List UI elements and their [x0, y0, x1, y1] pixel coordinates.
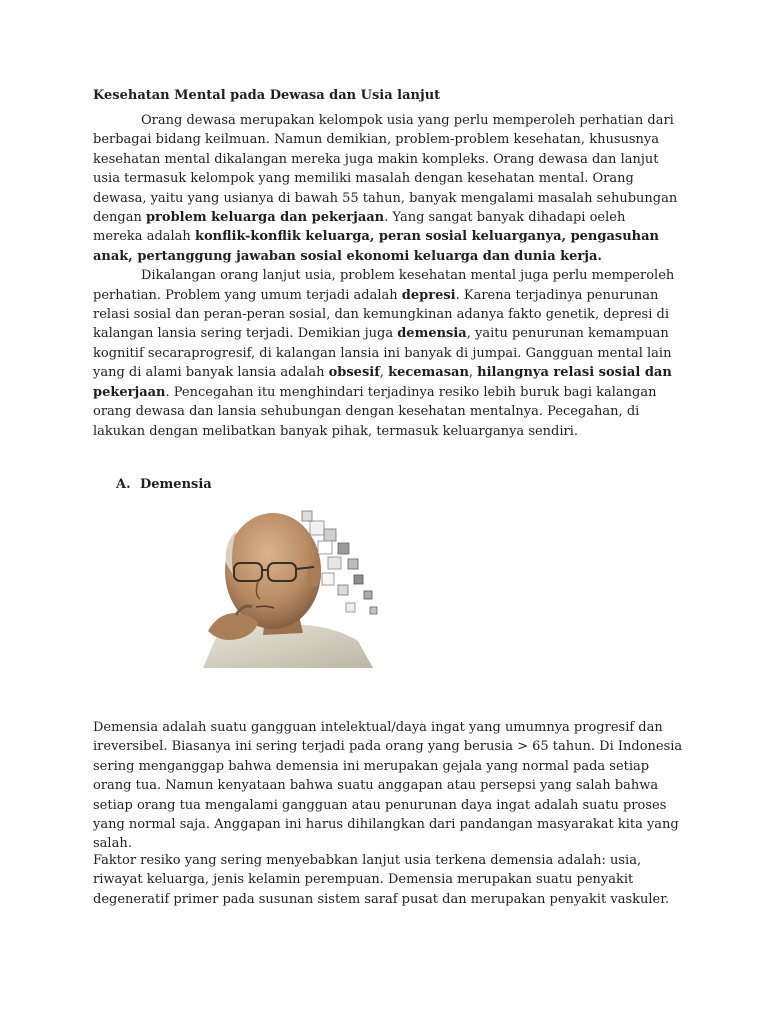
document-body: [93, 86, 678, 441]
bold-phrase: problem keluarga dan pekerjaan: [145, 210, 385, 226]
bold-phrase: hilangnya relasi sosial dan pekerjaan: [93, 365, 672, 400]
section-label: Demensia: [140, 477, 212, 492]
text-run: . Karena terjadinya penurunan relasi sosial dan peran-peran sosial, dan kemungkinan adanya fakto genetik, depresi di kalangan lansia sering terjadi. Demikian juga: [93, 287, 669, 342]
text-run: ,: [468, 365, 478, 381]
elderly-man-puzzle-image: [178, 503, 388, 668]
paragraph-demensia-risk-factors: Faktor resiko yang sering menyebabkan lanjut usia terkena demensia adalah: usia, riwayat keluarga, jenis kelamin perempuan. Demensia merupakan suatu penyakit degeneratif primer pada susunan sistem saraf pusat dan merupakan penyakit vaskuler.: [93, 853, 670, 907]
text-run: Orang dewasa merupakan kelompok usia yang perlu memperoleh perhatian dari berbagai bidang keilmuan. Namun demikian, problem-problem kesehatan, khususnya kesehatan mental dikalangan mereka juga makin kompleks. Orang dewasa dan lanjut usia termasuk kelompok yang memiliki masalah dengan kesehatan mental. Orang dewasa, yaitu yang usianya di bawah 55 tahun, banyak mengalami masalah sehubungan dengan: [93, 113, 678, 226]
bold-phrase: kecemasan: [388, 365, 469, 381]
bold-phrase: depresi: [401, 287, 456, 303]
text-run: ,: [379, 365, 389, 381]
text-run: Dikalangan orang lanjut usia, problem kesehatan mental juga perlu memperoleh perhatian. Problem yang umum terjadi adalah: [93, 268, 675, 303]
section-marker: A.: [116, 477, 131, 492]
bold-phrase: demensia: [397, 326, 467, 342]
paragraph-adults: [93, 111, 678, 266]
text-run: , yaitu penurunan kemampuan kognitif secaraprogresif, di kalangan lansia ini banyak di jumpai. Gangguan mental lain yang di alami banyak lansia adalah: [93, 326, 672, 381]
text-run: . Pencegahan itu menghindari terjadinya resiko lebih buruk bagi kalangan orang dewasa dan lansia sehubungan dengan kesehatan mentalnya. Pecegahan, di lakukan dengan melibatkan banyak pihak, termasuk keluarganya sendiri.: [93, 384, 657, 439]
section-heading-demensia: [116, 477, 212, 492]
bold-phrase: konflik-konflik keluarga, peran sosial keluarganya, pengasuhan anak, pertanggung jawaban sosial ekonomi keluarga dan dunia kerja.: [93, 229, 659, 264]
text-run: . Yang sangat banyak dihadapi oeleh mereka adalah: [93, 210, 626, 245]
bold-phrase: obsesif: [328, 365, 380, 381]
paragraph-elderly: [93, 266, 678, 441]
paragraph-demensia-definition: Demensia adalah suatu gangguan intelektual/daya ingat yang umumnya progresif dan ireversibel. Biasanya ini sering terjadi pada orang yang berusia > 65 tahun. Di Indonesia sering menganggap bahwa demensia ini merupakan gejala yang normal pada setiap orang tua. Namun kenyataan bahwa suatu anggapan atau persepsi yang salah bahwa setiap orang tua mengalami gangguan atau penurunan daya ingat adalah suatu proses yang normal saja. Anggapan ini harus dihilangkan dari pandangan masyarakat kita yang salah.: [93, 720, 683, 852]
dementia-illustration: [178, 503, 388, 668]
document-title: Kesehatan Mental pada Dewasa dan Usia lanjut: [93, 88, 441, 103]
